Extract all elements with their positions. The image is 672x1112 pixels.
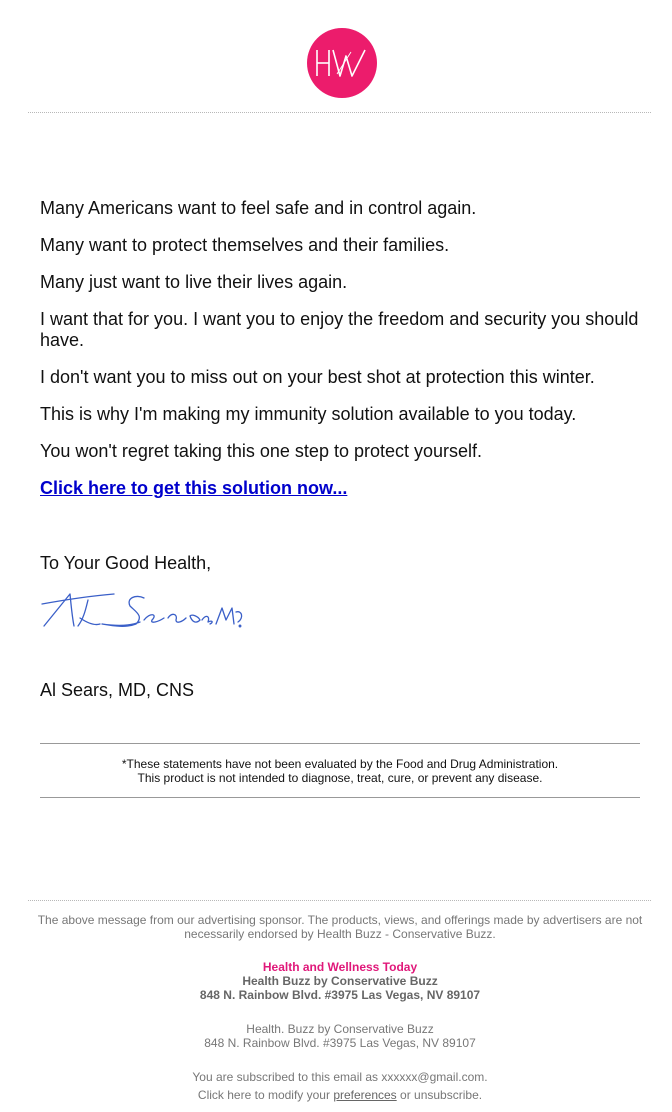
message-paragraph: You won't regret taking this one step to protect yourself. (40, 441, 483, 461)
unsubscribe-text[interactable]: or unsubscribe. (400, 1088, 483, 1102)
signature (40, 586, 250, 641)
subscription-notice: You are subscribed to this email as xxxxxx@gmail.com. (192, 1070, 488, 1084)
disclaimer-line: *These statements have not been evaluated by the Food and Drug Administration. (121, 757, 559, 771)
preferences-link[interactable]: preferences (333, 1088, 397, 1102)
author-name: Al Sears, MD, CNS (40, 680, 195, 700)
footer-divider (28, 900, 651, 901)
company-name-bold: Health Buzz by Conservative Buzz (242, 974, 438, 988)
disclaimer-line: This product is not intended to diagnose, treat, cure, or prevent any disease. (137, 771, 543, 785)
message-paragraph: Many want to protect themselves and their families. (40, 235, 450, 255)
footer-address-block (34, 1022, 646, 1050)
fda-disclaimer (40, 757, 640, 785)
message-body (40, 198, 644, 499)
message-paragraph: I want that for you. I want you to enjoy the freedom and security you should have. (40, 309, 639, 350)
message-paragraph: I don't want you to miss out on your best shot at protection this winter. (40, 367, 595, 387)
sponsor-notice: The above message from our advertising sponsor. The products, views, and offerings made by advertisers are not necessarily endorsed by Health Buzz - Conservative Buzz. (37, 913, 643, 941)
company-address: 848 N. Rainbow Blvd. #3975 Las Vegas, NV 89107 (204, 1036, 476, 1050)
cta-link[interactable]: Click here to get this solution now... (40, 478, 348, 498)
disclaimer-top-divider (40, 743, 640, 744)
company-address-bold: 848 N. Rainbow Blvd. #3975 Las Vegas, NV 89107 (199, 988, 481, 1002)
message-paragraph: This is why I'm making my immunity solution available to you today. (40, 404, 577, 424)
message-paragraph: Many Americans want to feel safe and in control again. (40, 198, 477, 218)
logo-monogram-icon (307, 28, 377, 98)
footer-brand-block (34, 960, 646, 1002)
message-paragraph: Many just want to live their lives again. (40, 272, 348, 292)
brand-name: Health and Wellness Today (262, 960, 418, 974)
disclaimer-bottom-divider (40, 797, 640, 798)
signature-icon (40, 586, 250, 636)
header-divider (28, 112, 651, 113)
preferences-line (34, 1088, 646, 1102)
logo-container (0, 28, 672, 103)
brand-logo[interactable] (307, 28, 377, 98)
company-name: Health. Buzz by Conservative Buzz (246, 1022, 434, 1036)
closing-salutation: To Your Good Health, (40, 553, 212, 573)
preferences-prefix: Click here to modify your (197, 1088, 330, 1102)
